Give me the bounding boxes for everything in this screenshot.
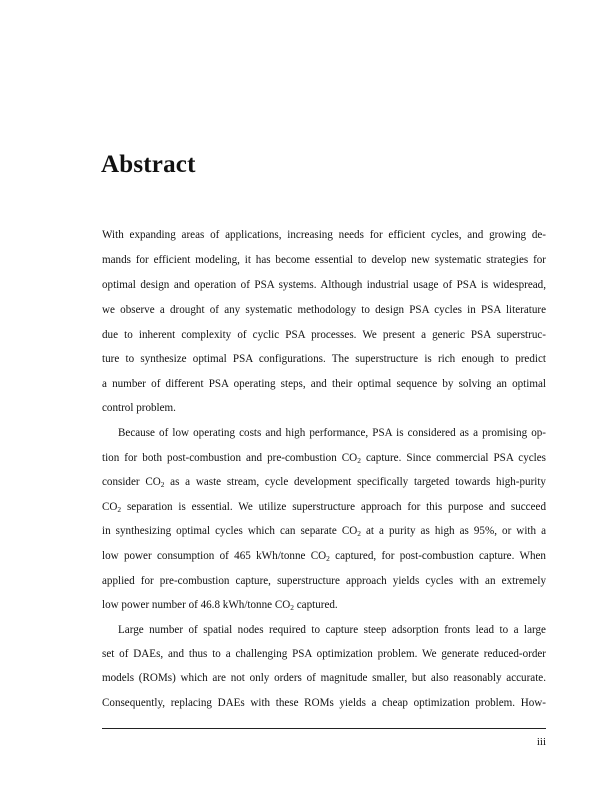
text-run: With expanding areas of applications, increasing needs for efficient cycles, and growing de- [102, 229, 546, 241]
text-line [118, 623, 546, 637]
text-run: set of DAEs, and thus to a challenging PSA optimization problem. We generate reduced-order [102, 648, 546, 660]
text-run: we observe a drought of any systematic methodology to design PSA cycles in PSA literature [102, 304, 546, 316]
text-run: captured. [293, 599, 338, 611]
text-line [102, 377, 546, 391]
text-line [102, 671, 546, 685]
page-number: iii [536, 736, 546, 748]
text-run: as a waste stream, cycle development specifically targeted towards high-purity [164, 476, 546, 488]
text-run: separation is essential. We utilize superstructure approach for this purpose and succeed [121, 501, 546, 513]
text-run: mands for efficient modeling, it has become essential to develop new systematic strategies for [102, 254, 546, 266]
text-run: Because of low operating costs and high performance, PSA is considered as a promising op- [118, 427, 546, 439]
subscript: 2 [357, 455, 361, 465]
text-run: optimal design and operation of PSA systems. Although industrial usage of PSA is widespread, [102, 279, 546, 291]
text-line [102, 352, 546, 366]
text-line [102, 228, 546, 242]
text-run: at a purity as high as 95%, or with a [360, 525, 546, 537]
text-line [102, 303, 546, 317]
text-run: tion for both post-combustion and pre-combustion CO [102, 452, 358, 464]
text-line [102, 598, 546, 612]
text-line [102, 696, 546, 710]
text-line [118, 426, 546, 440]
text-run: Consequently, replacing DAEs with these ROMs yields a cheap optimization problem. How- [102, 697, 546, 709]
text-line [102, 328, 546, 342]
text-run: CO [102, 501, 118, 513]
text-run: low power consumption of 465 kWh/tonne CO [102, 550, 327, 562]
text-run: in synthesizing optimal cycles which can separate CO [102, 525, 358, 537]
text-run: due to inherent complexity of cyclic PSA processes. We present a generic PSA superstruc- [102, 329, 546, 341]
subscript: 2 [160, 479, 165, 489]
subscript: 2 [357, 528, 361, 538]
text-line [102, 253, 546, 267]
text-line [102, 500, 546, 514]
text-run: captured, for post-combustion capture. When [329, 550, 546, 562]
subscript: 2 [290, 602, 294, 612]
text-line [102, 647, 546, 661]
text-run: capture. Since commercial PSA cycles [360, 452, 547, 464]
text-line [102, 475, 546, 489]
text-line [102, 574, 546, 588]
subscript: 2 [326, 553, 330, 563]
text-run: control problem. [102, 402, 176, 414]
abstract-heading: Abstract [101, 151, 196, 178]
text-line [102, 549, 546, 563]
text-run: consider CO [102, 476, 161, 488]
text-run: models (ROMs) which are not only orders of magnitude smaller, but also reasonably accurate. [102, 672, 546, 684]
text-run: ture to synthesize optimal PSA configurations. The superstructure is rich enough to predict [102, 353, 546, 365]
text-run: applied for pre-combustion capture, superstructure approach yields cycles with an extremely [102, 575, 546, 587]
text-run: low power number of 46.8 kWh/tonne CO [102, 599, 291, 611]
text-line [102, 401, 546, 415]
text-line [102, 524, 546, 538]
text-line [102, 451, 546, 465]
footer-rule [102, 728, 546, 729]
text-run: a number of different PSA operating steps, and their optimal sequence by solving an optimal [102, 378, 546, 390]
text-line [102, 278, 546, 292]
subscript: 2 [117, 504, 122, 514]
text-run: Large number of spatial nodes required to capture steep adsorption fronts lead to a large [118, 624, 546, 636]
